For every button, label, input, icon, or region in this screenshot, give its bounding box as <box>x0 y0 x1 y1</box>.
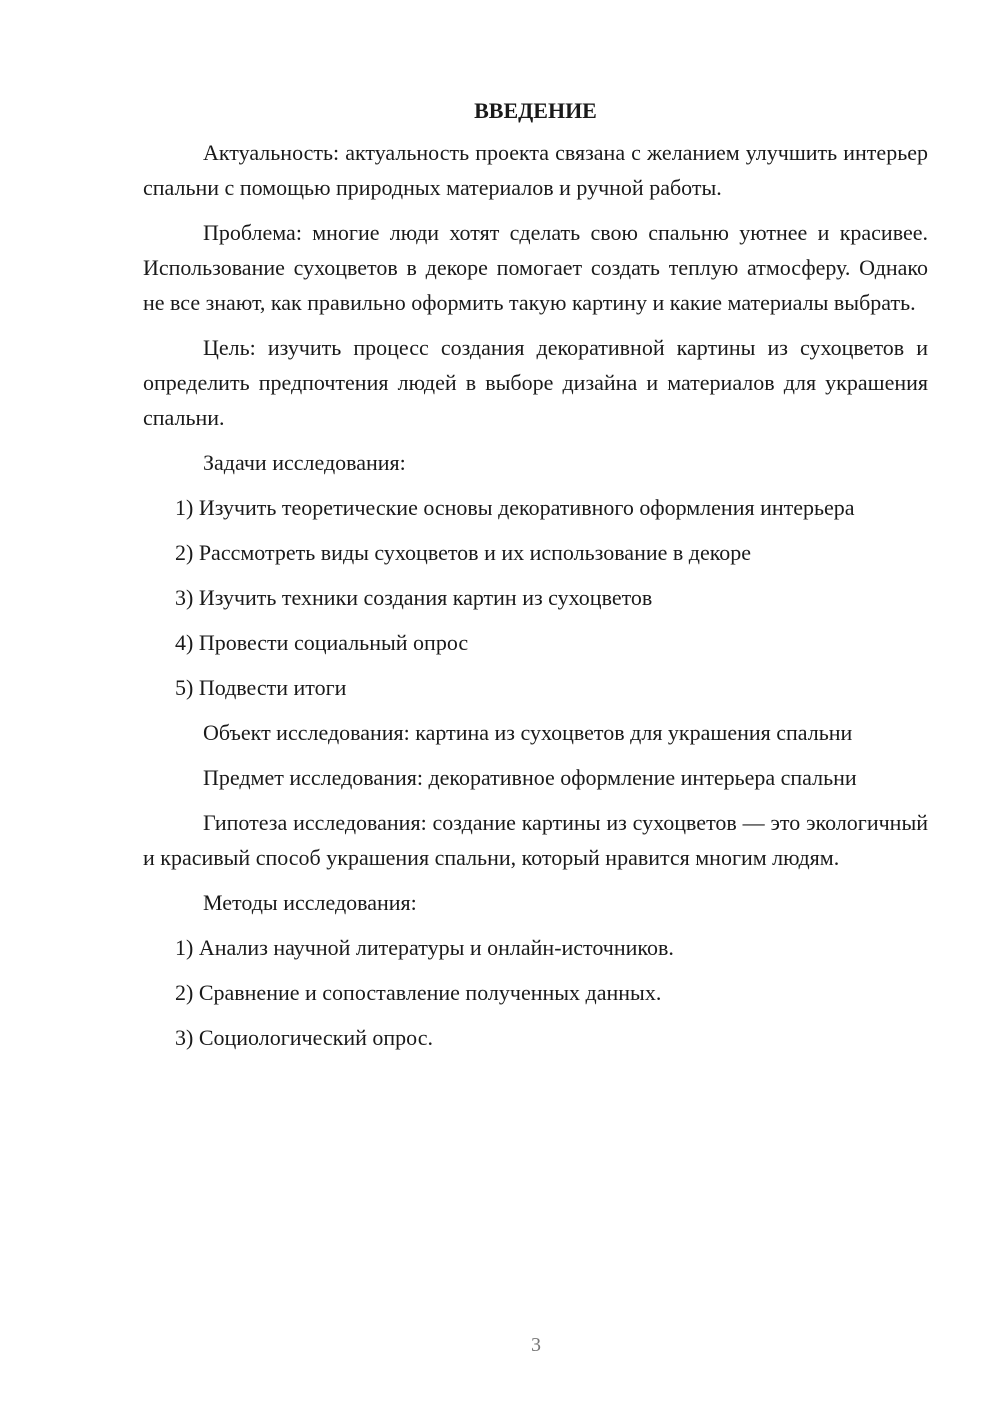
hypothesis-paragraph: Гипотеза исследования: создание картины из сухоцветов — это экологичный и красивый способ украшения спальни, который нравится многим людям. <box>143 810 928 870</box>
method-item: 3) Социологический опрос. <box>175 1025 433 1050</box>
methods-list <box>143 930 928 1055</box>
methods-heading: Методы исследования: <box>203 890 417 915</box>
tasks-list <box>143 490 928 705</box>
object-paragraph: Объект исследования: картина из сухоцветов для украшения спальни <box>203 720 853 745</box>
subject-paragraph: Предмет исследования: декоративное оформление интерьера спальни <box>203 765 857 790</box>
task-item: 3) Изучить техники создания картин из сухоцветов <box>175 585 653 610</box>
tasks-heading: Задачи исследования: <box>203 450 406 475</box>
task-item: 1) Изучить теоретические основы декоративного оформления интерьера <box>175 495 855 520</box>
task-item: 4) Провести социальный опрос <box>175 630 469 655</box>
document-page <box>143 93 928 1055</box>
document-title: ВВЕДЕНИЕ <box>474 98 597 123</box>
problem-paragraph: Проблема: многие люди хотят сделать свою спальню уютнее и красивее. Использование сухоцветов в декоре помогает создать теплую атмосферу. Однако не все знают, как правильно оформить такую картину и какие материалы выбрать. <box>143 220 928 315</box>
goal-paragraph: Цель: изучить процесс создания декоративной картины из сухоцветов и определить предпочтения людей в выборе дизайна и материалов для украшения спальни. <box>143 335 928 430</box>
task-item: 5) Подвести итоги <box>175 675 347 700</box>
method-item: 2) Сравнение и сопоставление полученных данных. <box>175 980 662 1005</box>
task-item: 2) Рассмотреть виды сухоцветов и их использование в декоре <box>175 540 752 565</box>
page-number: 3 <box>531 1334 541 1356</box>
relevance-paragraph: Актуальность: актуальность проекта связана с желанием улучшить интерьер спальни с помощью природных материалов и ручной работы. <box>143 140 928 200</box>
method-item: 1) Анализ научной литературы и онлайн-источников. <box>175 935 674 960</box>
